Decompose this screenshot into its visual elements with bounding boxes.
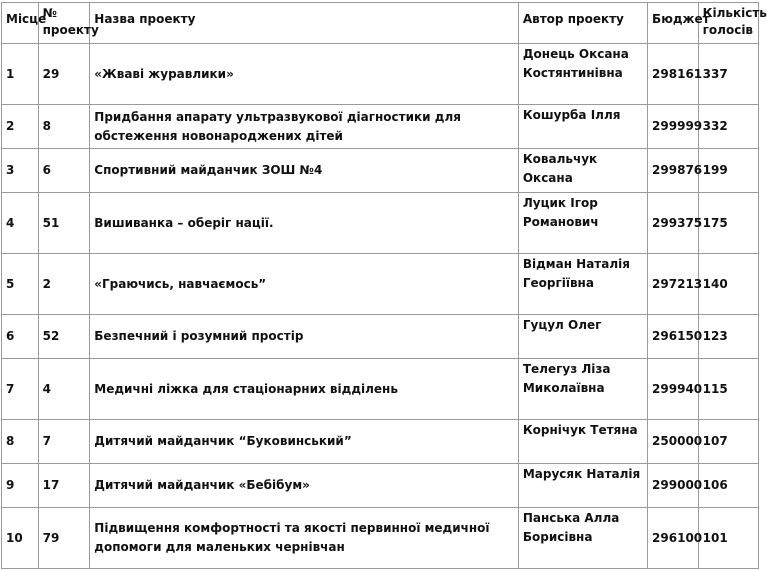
cell-name: Дитячий майданчик «Бебібум» [90,464,519,508]
cell-votes: 106 [698,464,758,508]
header-place: Місце [2,3,39,44]
cell-number: 8 [38,105,90,149]
cell-name: Спортивний майданчик ЗОШ №4 [90,149,519,193]
cell-author: Корнічук Тетяна [518,420,647,464]
cell-place: 5 [2,254,39,315]
cell-author: Кошурба Ілля [518,105,647,149]
cell-budget: 299375 [648,193,699,254]
table-row [2,420,759,464]
cell-number: 79 [38,508,90,569]
header-votes: Кількість голосів [698,3,758,44]
cell-author: Гуцул Олег [518,315,647,359]
header-author: Автор проекту [518,3,647,44]
cell-budget: 299000 [648,464,699,508]
cell-name: Дитячий майданчик “Буковинський” [90,420,519,464]
cell-place: 10 [2,508,39,569]
cell-name: Медичні ліжка для стаціонарних відділень [90,359,519,420]
header-budget: Бюджет [648,3,699,44]
table-row [2,359,759,420]
table-row [2,44,759,105]
cell-votes: 101 [698,508,758,569]
cell-budget: 296150 [648,315,699,359]
header-name: Назва проекту [90,3,519,44]
cell-votes: 175 [698,193,758,254]
cell-number: 17 [38,464,90,508]
cell-place: 8 [2,420,39,464]
header-row [2,3,759,44]
table-row [2,149,759,193]
cell-author: Ковальчук Оксана [518,149,647,193]
cell-author: Відман Наталія Георгіївна [518,254,647,315]
cell-number: 2 [38,254,90,315]
results-table [1,2,767,569]
cell-budget: 296100 [648,508,699,569]
cell-votes: 140 [698,254,758,315]
cell-budget: 298161 [648,44,699,105]
cell-votes: 123 [698,315,758,359]
table-row [2,193,759,254]
cell-number: 7 [38,420,90,464]
cell-votes: 107 [698,420,758,464]
cell-votes: 115 [698,359,758,420]
header-number: № проекту [38,3,90,44]
cell-budget: 299876 [648,149,699,193]
cell-place: 4 [2,193,39,254]
table-row [2,464,759,508]
cell-number: 51 [38,193,90,254]
cell-place: 6 [2,315,39,359]
cell-votes: 337 [698,44,758,105]
cell-number: 29 [38,44,90,105]
cell-place: 1 [2,44,39,105]
table-row [2,315,759,359]
cell-votes: 199 [698,149,758,193]
cell-budget: 299999 [648,105,699,149]
cell-name: «Жваві журавлики» [90,44,519,105]
cell-number: 6 [38,149,90,193]
cell-budget: 299940 [648,359,699,420]
cell-number: 4 [38,359,90,420]
cell-name: Безпечний і розумний простір [90,315,519,359]
cell-number: 52 [38,315,90,359]
table-row [2,508,759,569]
cell-budget: 250000 [648,420,699,464]
cell-author: Панська Алла Борисівна [518,508,647,569]
cell-name: Придбання апарату ультразвукової діагностики для обстеження новонароджених дітей [90,105,519,149]
cell-name: «Граючись, навчаємось” [90,254,519,315]
table-row [2,105,759,149]
cell-author: Телегуз Ліза Миколаївна [518,359,647,420]
cell-name: Вишиванка – оберіг нації. [90,193,519,254]
cell-name: Підвищення комфортності та якості первинної медичної допомоги для маленьких чернівчан [90,508,519,569]
cell-budget: 297213 [648,254,699,315]
cell-votes: 332 [698,105,758,149]
cell-author: Марусяк Наталія [518,464,647,508]
cell-place: 2 [2,105,39,149]
cell-author: Луцик Ігор Романович [518,193,647,254]
cell-author: Донець Оксана Костянтинівна [518,44,647,105]
cell-place: 9 [2,464,39,508]
cell-place: 7 [2,359,39,420]
cell-place: 3 [2,149,39,193]
table-row [2,254,759,315]
